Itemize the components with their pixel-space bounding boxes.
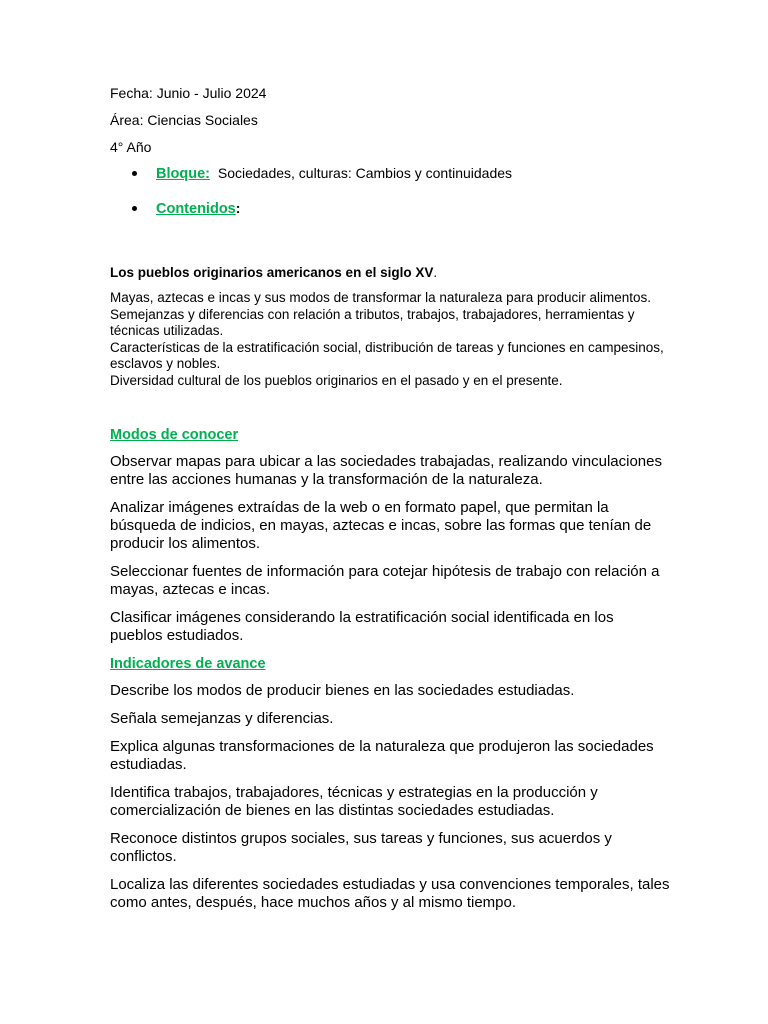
contenidos-title-text: Los pueblos originarios americanos en el siglo XV [110, 265, 434, 280]
contenidos-item: Mayas, aztecas e incas y sus modos de transformar la naturaleza para producir alimentos. [110, 290, 652, 305]
indicadores-paragraph: Señala semejanzas y diferencias. [110, 709, 334, 727]
indicadores-paragraph: Identifica trabajos, trabajadores, técnicas y estrategias en la producción y comercialización de bienes en las distintas sociedades estudiadas. [110, 783, 598, 819]
bullet-bloque [110, 164, 670, 183]
bloque-text: Sociedades, culturas: Cambios y continuidades [217, 165, 513, 181]
bullet-dot-icon [132, 171, 137, 176]
contenidos-list [110, 290, 670, 390]
year-line: 4° Año [110, 139, 152, 155]
modos-paragraph: Clasificar imágenes considerando la estratificación social identificada en los pueblos estudiados. [110, 608, 614, 644]
bullet-list [110, 164, 670, 218]
modos-paragraph: Seleccionar fuentes de información para cotejar hipótesis de trabajo con relación a mayas, aztecas e incas. [110, 562, 660, 598]
contenidos-title [110, 264, 670, 282]
contenidos-label: Contenidos [156, 201, 236, 217]
area-line: Área: Ciencias Sociales [110, 112, 258, 128]
date-line: Fecha: Junio - Julio 2024 [110, 85, 267, 101]
document-page [110, 84, 670, 922]
indicadores-paragraph: Localiza las diferentes sociedades estudiadas y usa convenciones temporales, tales como antes, después, hace muchos años y al mismo tiempo. [110, 875, 670, 911]
indicadores-heading: Indicadores de avance [110, 655, 266, 672]
modos-paragraph: Analizar imágenes extraídas de la web o en formato papel, que permitan la búsqueda de indicios, en mayas, aztecas e incas, sobre las formas que tenían de producir los alimentos. [110, 498, 652, 552]
indicadores-paragraph: Reconoce distintos grupos sociales, sus tareas y funciones, sus acuerdos y conflictos. [110, 829, 612, 865]
contenidos-title-end: . [433, 265, 438, 280]
bullet-contenidos [110, 199, 670, 218]
indicadores-paragraph: Explica algunas transformaciones de la naturaleza que produjeron las sociedades estudiadas. [110, 737, 654, 773]
modos-paragraph: Observar mapas para ubicar a las sociedades trabajadas, realizando vinculaciones entre las acciones humanas y la transformación de la naturaleza. [110, 452, 662, 488]
contenidos-colon: : [235, 200, 241, 216]
bullet-dot-icon [132, 206, 137, 211]
contenidos-item: Diversidad cultural de los pueblos originarios en el pasado y en el presente. [110, 372, 563, 388]
contenidos-item: Características de la estratificación social, distribución de tareas y funciones en campesinos, esclavos y nobles. [110, 339, 664, 372]
indicadores-paragraph: Describe los modos de producir bienes en las sociedades estudiadas. [110, 681, 575, 699]
bloque-label: Bloque: [156, 166, 210, 182]
modos-heading: Modos de conocer [110, 426, 239, 443]
contenidos-item: Semejanzas y diferencias con relación a tributos, trabajos, trabajadores, herramientas y técnicas utilizadas. [110, 306, 635, 339]
